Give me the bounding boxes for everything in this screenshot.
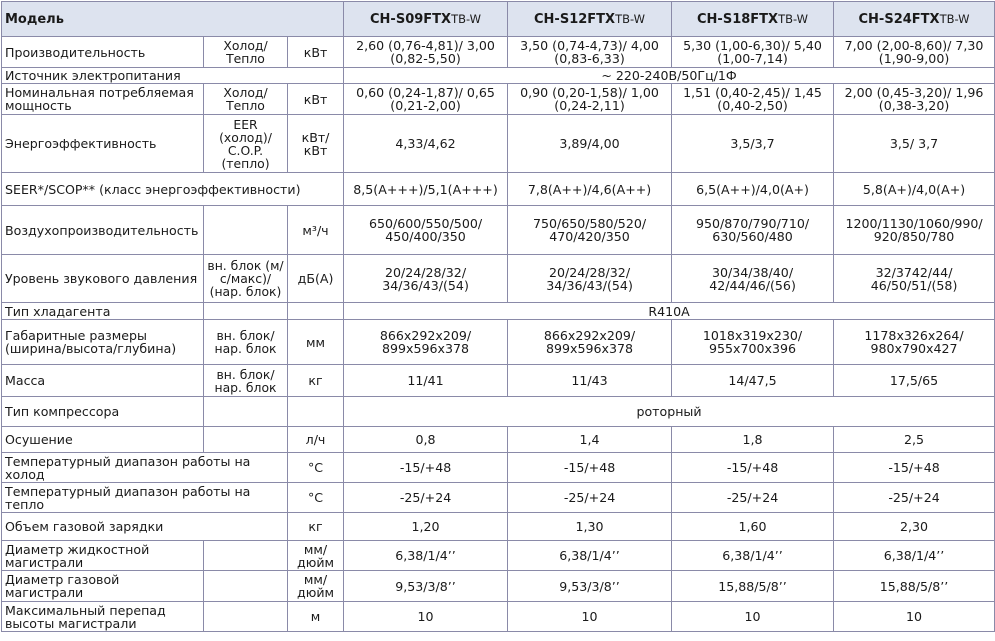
row-unit: кВт [288, 84, 344, 115]
row-label: Воздухопроизводительность [2, 206, 204, 255]
row-label: Диаметр жидкостной магистрали [2, 541, 204, 571]
row-label: Масса [2, 365, 204, 397]
cell-value: 14/47,5 [672, 365, 834, 397]
cell-value: -15/+48 [508, 453, 672, 483]
cell-value: 10 [508, 602, 672, 632]
cell-value: -15/+48 [834, 453, 995, 483]
cell-value: R410A [344, 303, 995, 320]
cell-value: 6,38/1/4’’ [508, 541, 672, 571]
cell-value: -25/+24 [672, 483, 834, 513]
cell-value: 1,30 [508, 513, 672, 541]
cell-value: 5,30 (1,00-6,30)/ 5,40 (1,00-7,14) [672, 37, 834, 68]
cell-value: 1018x319x230/ 955x700x396 [672, 320, 834, 365]
cell-value: 2,00 (0,45-3,20)/ 1,96 (0,38-3,20) [834, 84, 995, 115]
row-label: Источник электропитания [2, 68, 344, 84]
cell-value: 650/600/550/500/ 450/400/350 [344, 206, 508, 255]
model-name: CH-S24FTXTB-W [834, 2, 995, 37]
row-sublabel: вн. блок (м/с/макс)/ (нар. блок) [204, 255, 288, 303]
row-label: Габаритные размеры (ширина/высота/глубина) [2, 320, 204, 365]
cell-value: 9,53/3/8’’ [508, 571, 672, 602]
row-label: Производительность [2, 37, 204, 68]
cell-value: 6,5(A++)/4,0(A+) [672, 173, 834, 206]
row-unit: мм/ дюйм [288, 541, 344, 571]
row-compressor [2, 397, 995, 427]
row-weight [2, 365, 995, 397]
cell-value: -25/+24 [344, 483, 508, 513]
cell-value: 2,5 [834, 427, 995, 453]
row-efficiency [2, 115, 995, 173]
cell-value: 1,8 [672, 427, 834, 453]
row-unit: мм/ дюйм [288, 571, 344, 602]
row-label: Температурный диапазон работы на тепло [2, 483, 288, 513]
row-unit [288, 397, 344, 427]
row-label: SEER*/SCOP** (класс энергоэффективности) [2, 173, 344, 206]
cell-value: 866x292x209/ 899x596x378 [508, 320, 672, 365]
row-noise [2, 255, 995, 303]
cell-value: 1,51 (0,40-2,45)/ 1,45 (0,40-2,50) [672, 84, 834, 115]
row-label: Уровень звукового давления [2, 255, 204, 303]
row-sublabel: вн. блок/ нар. блок [204, 320, 288, 365]
row-unit: л/ч [288, 427, 344, 453]
row-unit: °С [288, 453, 344, 483]
cell-value: 5,8(A+)/4,0(A+) [834, 173, 995, 206]
row-sublabel [204, 397, 288, 427]
cell-value: ~ 220-240В/50Гц/1Ф [344, 68, 995, 84]
cell-value: 20/24/28/32/ 34/36/43/(54) [508, 255, 672, 303]
cell-value: 3,89/4,00 [508, 115, 672, 173]
spec-table [1, 1, 995, 632]
cell-value: 3,50 (0,74-4,73)/ 4,00 (0,83-6,33) [508, 37, 672, 68]
cell-value: -15/+48 [344, 453, 508, 483]
cell-value: 7,8(A++)/4,6(A++) [508, 173, 672, 206]
cell-value: 8,5(A+++)/5,1(A+++) [344, 173, 508, 206]
cell-value: 15,88/5/8’’ [672, 571, 834, 602]
row-sublabel: вн. блок/ нар. блок [204, 365, 288, 397]
row-seer [2, 173, 995, 206]
cell-value: 3,5/ 3,7 [834, 115, 995, 173]
row-label: Максимальный перепад высоты магистрали [2, 602, 204, 632]
cell-value: роторный [344, 397, 995, 427]
cell-value: 950/870/790/710/ 630/560/480 [672, 206, 834, 255]
cell-value: 20/24/28/32/ 34/36/43/(54) [344, 255, 508, 303]
row-sublabel [204, 602, 288, 632]
row-unit: м³/ч [288, 206, 344, 255]
row-unit: кг [288, 365, 344, 397]
cell-value: 10 [834, 602, 995, 632]
row-unit: мм [288, 320, 344, 365]
cell-value: 1178x326x264/ 980x790x427 [834, 320, 995, 365]
cell-value: 30/34/38/40/ 42/44/46/(56) [672, 255, 834, 303]
row-label: Диаметр газовой магистрали [2, 571, 204, 602]
row-unit: кг [288, 513, 344, 541]
cell-value: 11/41 [344, 365, 508, 397]
cell-value: 10 [344, 602, 508, 632]
row-unit [288, 303, 344, 320]
row-label: Тип хладагента [2, 303, 204, 320]
cell-value: 1200/1130/1060/990/ 920/850/780 [834, 206, 995, 255]
cell-value: 2,30 [834, 513, 995, 541]
row-label: Осушение [2, 427, 204, 453]
row-height-diff [2, 602, 995, 632]
row-sublabel [204, 571, 288, 602]
cell-value: 1,20 [344, 513, 508, 541]
model-name: CH-S12FTXTB-W [508, 2, 672, 37]
row-temp-cool [2, 453, 995, 483]
row-sublabel: Холод/ Тепло [204, 84, 288, 115]
row-airflow [2, 206, 995, 255]
row-dehumid [2, 427, 995, 453]
cell-value: -25/+24 [834, 483, 995, 513]
row-label: Тип компрессора [2, 397, 204, 427]
row-dimensions [2, 320, 995, 365]
cell-value: 3,5/3,7 [672, 115, 834, 173]
row-power-source [2, 68, 995, 84]
row-unit: кВт [288, 37, 344, 68]
cell-value: 750/650/580/520/ 470/420/350 [508, 206, 672, 255]
row-unit: м [288, 602, 344, 632]
row-liquid-pipe [2, 541, 995, 571]
row-temp-heat [2, 483, 995, 513]
row-label: Температурный диапазон работы на холод [2, 453, 288, 483]
cell-value: 6,38/1/4’’ [672, 541, 834, 571]
row-gas-charge [2, 513, 995, 541]
cell-value: 15,88/5/8’’ [834, 571, 995, 602]
cell-value: 9,53/3/8’’ [344, 571, 508, 602]
cell-value: 866x292x209/ 899x596x378 [344, 320, 508, 365]
row-unit: °С [288, 483, 344, 513]
cell-value: 6,38/1/4’’ [834, 541, 995, 571]
row-refrigerant [2, 303, 995, 320]
row-label: Энергоэффективность [2, 115, 204, 173]
cell-value: 6,38/1/4’’ [344, 541, 508, 571]
header-row [2, 2, 995, 37]
row-sublabel [204, 303, 288, 320]
row-sublabel: Холод/ Тепло [204, 37, 288, 68]
row-label: Объем газовой зарядки [2, 513, 288, 541]
cell-value: -15/+48 [672, 453, 834, 483]
cell-value: 17,5/65 [834, 365, 995, 397]
row-unit: дБ(А) [288, 255, 344, 303]
cell-value: -25/+24 [508, 483, 672, 513]
row-power-input [2, 84, 995, 115]
row-sublabel [204, 206, 288, 255]
cell-value: 0,60 (0,24-1,87)/ 0,65 (0,21-2,00) [344, 84, 508, 115]
cell-value: 11/43 [508, 365, 672, 397]
cell-value: 7,00 (2,00-8,60)/ 7,30 (1,90-9,00) [834, 37, 995, 68]
cell-value: 1,60 [672, 513, 834, 541]
row-sublabel [204, 541, 288, 571]
row-capacity [2, 37, 995, 68]
cell-value: 1,4 [508, 427, 672, 453]
cell-value: 0,8 [344, 427, 508, 453]
cell-value: 10 [672, 602, 834, 632]
cell-value: 2,60 (0,76-4,81)/ 3,00 (0,82-5,50) [344, 37, 508, 68]
header-label: Модель [2, 2, 344, 37]
model-name: CH-S09FTXTB-W [344, 2, 508, 37]
row-label: Номинальная потребляемая мощность [2, 84, 204, 115]
row-gas-pipe [2, 571, 995, 602]
row-sublabel: EER (холод)/ C.O.P. (тепло) [204, 115, 288, 173]
cell-value: 0,90 (0,20-1,58)/ 1,00 (0,24-2,11) [508, 84, 672, 115]
cell-value: 32/3742/44/ 46/50/51/(58) [834, 255, 995, 303]
row-sublabel [204, 427, 288, 453]
row-unit: кВт/ кВт [288, 115, 344, 173]
cell-value: 4,33/4,62 [344, 115, 508, 173]
model-name: CH-S18FTXTB-W [672, 2, 834, 37]
